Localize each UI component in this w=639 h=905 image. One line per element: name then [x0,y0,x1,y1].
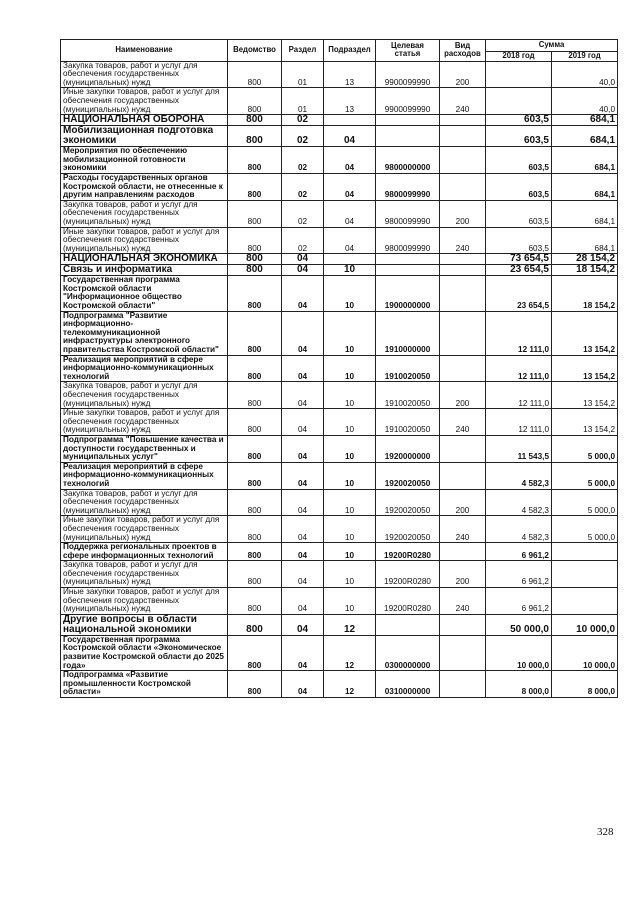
row-sum-2018: 8 000,0 [486,671,552,698]
row-target: 1920020050 [376,489,440,516]
row-name: Государственная программа Костромской области "Информационное общество Костромской области" [61,276,228,311]
row-section: 04 [282,489,324,516]
row-target: 0310000000 [376,671,440,698]
header-target: Целевая статья [376,40,440,62]
table-row [61,489,618,516]
row-name: Другие вопросы в области национальной экономики [61,614,228,635]
row-section: 02 [282,126,324,147]
row-subsection: 10 [324,588,376,615]
row-name: Подпрограмма "Повышение качества и доступности государственных и муниципальных услуг" [61,435,228,462]
row-subsection: 12 [324,671,376,698]
row-sum-2019: 18 154,2 [552,276,618,311]
row-sum-2019: 8 000,0 [552,671,618,698]
header-subsection: Подраздел [324,40,376,62]
table-row [61,435,618,462]
row-section: 01 [282,88,324,115]
row-subsection: 10 [324,516,376,543]
row-sum-2018: 603,5 [486,200,552,227]
row-name: Закупка товаров, работ и услуг для обеспечения государственных (муниципальных) нужд [61,489,228,516]
row-sum-2018: 603,5 [486,173,552,200]
table-row [61,614,618,635]
row-subsection: 10 [324,543,376,561]
row-sum-2019 [552,543,618,561]
row-sum-2018: 6 961,2 [486,588,552,615]
row-name: Иные закупки товаров, работ и услуг для обеспечения государственных (муниципальных) нужд [61,227,228,254]
row-dept: 800 [228,516,282,543]
row-target [376,254,440,265]
header-section: Раздел [282,40,324,62]
row-name: НАЦИОНАЛЬНАЯ ОБОРОНА [61,115,228,126]
row-subsection: 12 [324,614,376,635]
row-subsection: 10 [324,561,376,588]
row-exptype: 240 [440,88,486,115]
row-section: 04 [282,588,324,615]
row-sum-2019: 18 154,2 [552,265,618,276]
row-sum-2018: 603,5 [486,115,552,126]
row-subsection: 13 [324,61,376,88]
row-dept: 800 [228,61,282,88]
row-dept: 800 [228,588,282,615]
row-target: 9800000000 [376,147,440,174]
row-exptype: 200 [440,382,486,409]
row-sum-2019: 5 000,0 [552,489,618,516]
row-target: 19200R0280 [376,561,440,588]
row-subsection: 10 [324,409,376,436]
row-section: 01 [282,61,324,88]
row-name: Иные закупки товаров, работ и услуг для обеспечения государственных (муниципальных) нужд [61,409,228,436]
row-sum-2019: 10 000,0 [552,635,618,670]
table-row [61,409,618,436]
row-exptype [440,435,486,462]
row-target: 9900099990 [376,61,440,88]
row-subsection: 10 [324,311,376,355]
row-sum-2019: 684,1 [552,227,618,254]
row-target [376,115,440,126]
row-exptype: 200 [440,61,486,88]
row-subsection [324,254,376,265]
row-dept: 800 [228,227,282,254]
row-name: Реализация мероприятий в сфере информационно-коммуникационных технологий [61,355,228,382]
row-section: 04 [282,671,324,698]
row-sum-2018: 4 582,3 [486,489,552,516]
row-dept: 800 [228,200,282,227]
row-dept: 800 [228,561,282,588]
row-sum-2018: 4 582,3 [486,462,552,489]
row-exptype [440,265,486,276]
row-section: 02 [282,173,324,200]
row-name: Связь и информатика [61,265,228,276]
row-dept: 800 [228,462,282,489]
row-subsection: 10 [324,265,376,276]
row-section: 04 [282,355,324,382]
row-section: 02 [282,115,324,126]
header-year-2019: 2019 год [552,52,618,62]
row-dept: 800 [228,147,282,174]
row-exptype: 240 [440,409,486,436]
row-subsection: 10 [324,276,376,311]
row-target [376,614,440,635]
row-name: НАЦИОНАЛЬНАЯ ЭКОНОМИКА [61,254,228,265]
table-row [61,516,618,543]
table-row [61,147,618,174]
row-name: Подпрограмма «Развитие промышленности Костромской области» [61,671,228,698]
table-row [61,462,618,489]
row-sum-2019: 28 154,2 [552,254,618,265]
row-dept: 800 [228,435,282,462]
row-subsection: 04 [324,147,376,174]
row-section: 04 [282,635,324,670]
row-subsection: 10 [324,489,376,516]
row-target: 19200R0280 [376,543,440,561]
row-exptype [440,254,486,265]
row-exptype [440,614,486,635]
table-row [61,126,618,147]
row-name: Расходы государственных органов Костромской области, не отнесенные к другим направлениям расходов [61,173,228,200]
row-target: 1910020050 [376,409,440,436]
row-exptype: 200 [440,200,486,227]
row-name: Иные закупки товаров, работ и услуг для обеспечения государственных (муниципальных) нужд [61,88,228,115]
row-sum-2019: 5 000,0 [552,516,618,543]
row-exptype: 200 [440,489,486,516]
table-row [61,355,618,382]
row-exptype [440,671,486,698]
row-sum-2019: 13 154,2 [552,311,618,355]
row-sum-2018: 12 111,0 [486,382,552,409]
table-row [61,227,618,254]
table-row [61,588,618,615]
row-subsection: 10 [324,462,376,489]
row-sum-2019 [552,561,618,588]
table-row [61,671,618,698]
row-name: Подпрограмма "Развитие информационно-телекоммуникационной инфраструктуры электронного правительства Костромской области" [61,311,228,355]
row-subsection: 10 [324,382,376,409]
row-exptype [440,311,486,355]
row-name: Закупка товаров, работ и услуг для обеспечения государственных (муниципальных) нужд [61,61,228,88]
row-section: 02 [282,227,324,254]
row-target [376,126,440,147]
row-sum-2019: 40,0 [552,61,618,88]
table-row [61,88,618,115]
row-sum-2018 [486,61,552,88]
row-sum-2019: 684,1 [552,126,618,147]
row-section: 04 [282,516,324,543]
row-sum-2018: 23 654,5 [486,276,552,311]
row-dept: 800 [228,489,282,516]
row-sum-2018: 73 654,5 [486,254,552,265]
row-target: 1910020050 [376,382,440,409]
row-dept: 800 [228,543,282,561]
row-sum-2018: 10 000,0 [486,635,552,670]
header-name: Наименование [61,40,228,62]
row-section: 02 [282,147,324,174]
row-target: 1900000000 [376,276,440,311]
row-section: 02 [282,200,324,227]
row-sum-2019: 5 000,0 [552,462,618,489]
row-dept: 800 [228,254,282,265]
row-sum-2019: 13 154,2 [552,409,618,436]
row-exptype [440,635,486,670]
row-subsection: 10 [324,435,376,462]
table-row [61,561,618,588]
row-sum-2018: 12 111,0 [486,311,552,355]
row-dept: 800 [228,115,282,126]
row-name: Закупка товаров, работ и услуг для обеспечения государственных (муниципальных) нужд [61,561,228,588]
row-sum-2018: 603,5 [486,126,552,147]
row-section: 04 [282,462,324,489]
row-exptype [440,355,486,382]
header-sum: Сумма [486,40,618,52]
row-exptype: 240 [440,227,486,254]
row-section: 04 [282,265,324,276]
row-dept: 800 [228,635,282,670]
row-sum-2019: 5 000,0 [552,435,618,462]
row-section: 04 [282,409,324,436]
row-sum-2018: 12 111,0 [486,355,552,382]
row-exptype: 240 [440,516,486,543]
table-row [61,276,618,311]
row-section: 04 [282,382,324,409]
table-row [61,543,618,561]
row-dept: 800 [228,311,282,355]
header-dept: Ведомство [228,40,282,62]
row-name: Поддержка региональных проектов в сфере информационных технологий [61,543,228,561]
row-subsection [324,115,376,126]
row-exptype [440,543,486,561]
row-sum-2018: 603,5 [486,227,552,254]
table-row [61,265,618,276]
row-name: Закупка товаров, работ и услуг для обеспечения государственных (муниципальных) нужд [61,200,228,227]
row-exptype [440,115,486,126]
row-target: 1920020050 [376,516,440,543]
row-sum-2019: 13 154,2 [552,355,618,382]
row-dept: 800 [228,382,282,409]
row-subsection: 04 [324,227,376,254]
header-year-2018: 2018 год [486,52,552,62]
row-dept: 800 [228,173,282,200]
row-sum-2019: 684,1 [552,200,618,227]
table-row [61,635,618,670]
row-name: Иные закупки товаров, работ и услуг для обеспечения государственных (муниципальных) нужд [61,588,228,615]
row-dept: 800 [228,88,282,115]
row-exptype [440,147,486,174]
row-exptype: 240 [440,588,486,615]
row-name: Мобилизационная подготовка экономики [61,126,228,147]
row-dept: 800 [228,409,282,436]
row-sum-2019: 13 154,2 [552,382,618,409]
row-section: 04 [282,276,324,311]
row-sum-2019: 40,0 [552,88,618,115]
table-row [61,200,618,227]
row-dept: 800 [228,671,282,698]
row-target: 19200R0280 [376,588,440,615]
row-exptype [440,126,486,147]
row-name: Государственная программа Костромской области «Экономическое развитие Костромской области до 2025 года» [61,635,228,670]
row-exptype: 200 [440,561,486,588]
row-sum-2019: 684,1 [552,173,618,200]
row-sum-2018: 603,5 [486,147,552,174]
row-dept: 800 [228,126,282,147]
table-row [61,382,618,409]
row-sum-2018: 6 961,2 [486,561,552,588]
row-section: 04 [282,543,324,561]
row-name: Закупка товаров, работ и услуг для обеспечения государственных (муниципальных) нужд [61,382,228,409]
row-target: 9800099990 [376,227,440,254]
row-sum-2018 [486,88,552,115]
row-target: 1910000000 [376,311,440,355]
row-name: Реализация мероприятий в сфере информационно-коммуникационных технологий [61,462,228,489]
row-sum-2019: 10 000,0 [552,614,618,635]
row-subsection: 04 [324,173,376,200]
row-sum-2018: 4 582,3 [486,516,552,543]
table-row [61,311,618,355]
budget-table [60,39,618,698]
row-section: 04 [282,435,324,462]
row-target: 1910020050 [376,355,440,382]
table-row [61,61,618,88]
row-exptype [440,173,486,200]
row-exptype [440,462,486,489]
row-sum-2019: 684,1 [552,147,618,174]
row-section: 04 [282,254,324,265]
row-target: 0300000000 [376,635,440,670]
row-subsection: 13 [324,88,376,115]
table-row [61,115,618,126]
row-sum-2019 [552,588,618,615]
table-body [61,61,618,697]
table-row [61,173,618,200]
row-sum-2018: 11 543,5 [486,435,552,462]
row-subsection: 10 [324,355,376,382]
row-target [376,265,440,276]
row-section: 04 [282,614,324,635]
row-target: 9800099990 [376,200,440,227]
row-target: 1920000000 [376,435,440,462]
row-subsection: 12 [324,635,376,670]
row-target: 1920020050 [376,462,440,489]
row-section: 04 [282,311,324,355]
row-dept: 800 [228,265,282,276]
header-exptype: Вид расходов [440,40,486,62]
row-target: 9900099990 [376,88,440,115]
row-subsection: 04 [324,200,376,227]
row-dept: 800 [228,276,282,311]
row-dept: 800 [228,614,282,635]
row-sum-2018: 23 654,5 [486,265,552,276]
row-sum-2018: 50 000,0 [486,614,552,635]
row-subsection: 04 [324,126,376,147]
row-section: 04 [282,561,324,588]
row-target: 9800099990 [376,173,440,200]
page-number: 328 [597,826,614,838]
row-sum-2019: 684,1 [552,115,618,126]
row-exptype [440,276,486,311]
row-sum-2018: 6 961,2 [486,543,552,561]
row-sum-2018: 12 111,0 [486,409,552,436]
row-name: Иные закупки товаров, работ и услуг для обеспечения государственных (муниципальных) нужд [61,516,228,543]
row-dept: 800 [228,355,282,382]
row-name: Мероприятия по обеспечению мобилизационной готовности экономики [61,147,228,174]
